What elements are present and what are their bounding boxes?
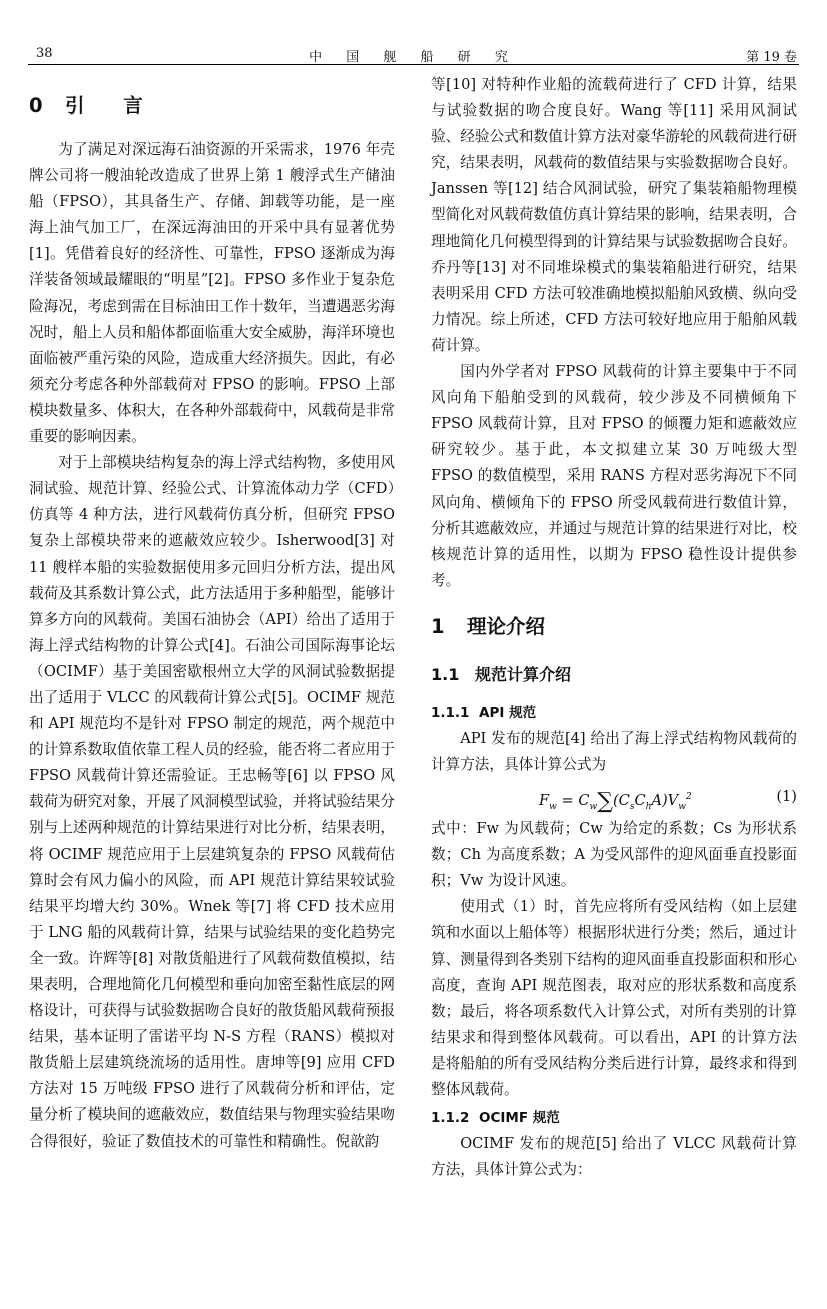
body-paragraph-continued: 等[10] 对特种作业船的流载荷进行了 CFD 计算，结果与试验数据的吻合度良好。Wang 等[11] 采用风洞试验、经验公式和数值计算方法对豪华游轮的风载荷进行研究，结果表明，风载荷的数值结果与实验数据吻合良好。Janssen 等[12] 结合风洞试验，研究了集装箱船物理模型简化对风载荷数值仿真计算结果的影响，结果表明，合理地简化几何模型得到的计算结果与试验数据吻合良好。乔丹等[13] 对不同堆垛模式的集装箱船进行研究，结果表明采用 CFD 方法可较准确地模拟船舶风致横、纵向受力情况。综上所述，CFD 方法可较好地应用于船舶风载荷计算。	[431, 76, 797, 354]
subsubsection-heading-ocimf	[431, 1105, 797, 1131]
body-paragraph: OCIMF 发布的规范[5] 给出了 VLCC 风载荷计算方法，具体计算公式为：	[431, 1135, 797, 1179]
body-paragraph: 国内外学者对 FPSO 风载荷的计算主要集中于不同风向角下船舶受到的风载荷，较少涉及不同横倾角下 FPSO 风载荷计算，且对 FPSO 的倾覆力矩和遮蔽效应研究较少。基于此，本文拟建立某 30 万吨级大型 FPSO 的数值模型，采用 RANS 方程对恶劣海况下不同风向角、横倾角下的 FPSO 所受风载荷进行数值计算，分析其遮蔽效应，并通过与规范计算的结果进行对比，校核规范计算的适用性，以期为 FPSO 稳性设计提供参考。	[431, 363, 797, 589]
equation-number: (1)	[776, 788, 797, 806]
equation-1	[431, 778, 797, 816]
subsubsection-title: OCIMF 规范	[479, 1110, 560, 1127]
journal-title: 中 国 舰 船 研 究	[309, 50, 518, 65]
subsubsection-title: API 规范	[479, 704, 537, 721]
subsection-heading	[431, 662, 797, 688]
section-heading-introduction	[29, 93, 395, 119]
body-paragraph: 为了满足对深远海石油资源的开采需求，1976 年壳牌公司将一艘油轮改造成了世界上第 1 艘浮式生产储油船（FPSO），其具备生产、存储、卸载等功能，是一座海上油气加工厂，在深远海油田的开采中具有显著优势[1]。凭借着良好的经济性、可靠性，FPSO 逐渐成为海洋装备领域最耀眼的“明星”[2]。FPSO 多作业于复杂危险海况，考虑到需在目标油田工作十数年，当遭遇恶劣海况时，船上人员和船体都面临重大安全威胁，海洋环境也面临被严重污染的风险，造成重大经济损失。因此，有必须充分考虑各种外部载荷对 FPSO 的影响。FPSO 上部模块数量多、体积大，在各种外部载荷中，风载荷是非常重要的影响因素。	[29, 141, 395, 446]
section-title: 引 言	[65, 94, 159, 117]
equation-expression: $F_w = C_w\sum(C_sC_hA)V_w^2$	[539, 788, 692, 814]
subsection-title: 规范计算介绍	[475, 664, 572, 684]
section-title: 理论介绍	[467, 614, 546, 638]
body-paragraph: 式中：Fw 为风载荷；Cw 为给定的系数；Cs 为形状系数；Ch 为高度系数；A 为受风部件的迎风面垂直投影面积；Vw 为设计风速。	[431, 820, 797, 890]
subsubsection-number: 1.1.1	[431, 704, 470, 721]
page-number: 38	[36, 46, 53, 61]
section-heading-theory	[431, 614, 797, 640]
body-paragraph: API 发布的规范[4] 给出了海上浮式结构物风载荷的计算方法，具体计算公式为	[431, 729, 797, 773]
right-column	[431, 72, 797, 1183]
subsubsection-heading-api	[431, 700, 797, 726]
body-paragraph: 对于上部模块结构复杂的海上浮式结构物，多使用风洞试验、规范计算、经验公式、计算流体动力学（CFD）仿真等 4 种方法，进行风载荷仿真分析，但研究 FPSO 复杂上部模块带来的遮蔽效应较少。Isherwood[3] 对 11 艘样本船的实验数据使用多元回归分析方法，提出风载荷及其系数计算公式，此方法适用于多种船型，能够计算多方向的风载荷。美国石油协会（API）给出了适用于海上浮式结构物的计算公式[4]。石油公司国际海事论坛（OCIMF）基于美国密歇根州立大学的风洞试验数据提出了适用于 VLCC 的风载荷计算公式[5]。OCIMF 规范和 API 规范均不是针对 FPSO 制定的规范，两个规范中的计算系数取值依靠工程人员的经验，能否将二者应用于 FPSO 风载荷计算还需验证。王忠畅等[6] 以 FPSO 风载荷为研究对象，开展了风洞模型试验，并将试验结果分别与上述两种规范的计算结果进行对比分析，结果表明，将 OCIMF 规范应用于上层建筑复杂的 FPSO 风载荷估算时会有风力偏小的风险，而 API 规范计算结果较试验结果平均增大约 30%。Wnek 等[7] 将 CFD 技术应用于 LNG 船的风载荷计算，结果与试验结果的变化趋势完全一致。许辉等[8] 对散货船进行了风载荷数值模拟，结果表明，合理地简化几何模型和垂向加密至黏性底层的网格设计，可获得与试验数据吻合良好的散货船风载荷预报结果，基本证明了雷诺平均 N-S 方程（RANS）模拟对散货船上层建筑绕流场的适用性。唐坤等[9] 应用 CFD 方法对 15 万吨级 FPSO 进行了风载荷分析和评估，定量分析了模块间的遮蔽效应，数值结果与物理实验结果吻合得很好，验证了数值技术的可靠性和精确性。倪歆韵	[29, 454, 395, 1150]
subsection-number: 1.1	[431, 664, 460, 684]
body-paragraph: 使用式（1）时，首先应将所有受风结构（如上层建筑和水面以上船体等）根据形状进行分类；然后，通过计算、测量得到各类别下结构的迎风面垂直投影面积和形心高度，查询 API 规范图表，取对应的形状系数和高度系数；最后，将各项系数代入计算公式，对所有类别的计算结果求和得到整体风载荷。可以看出，API 的计算方法是将船舶的所有受风结构分类后进行计算，最终求和得到整体风载荷。	[431, 898, 797, 1098]
page-header	[28, 44, 799, 65]
left-column	[29, 72, 395, 1155]
volume-label: 第 19 卷	[746, 50, 797, 65]
section-number: 1	[431, 614, 445, 638]
subsubsection-number: 1.1.2	[431, 1110, 470, 1127]
section-number: 0	[29, 94, 59, 117]
